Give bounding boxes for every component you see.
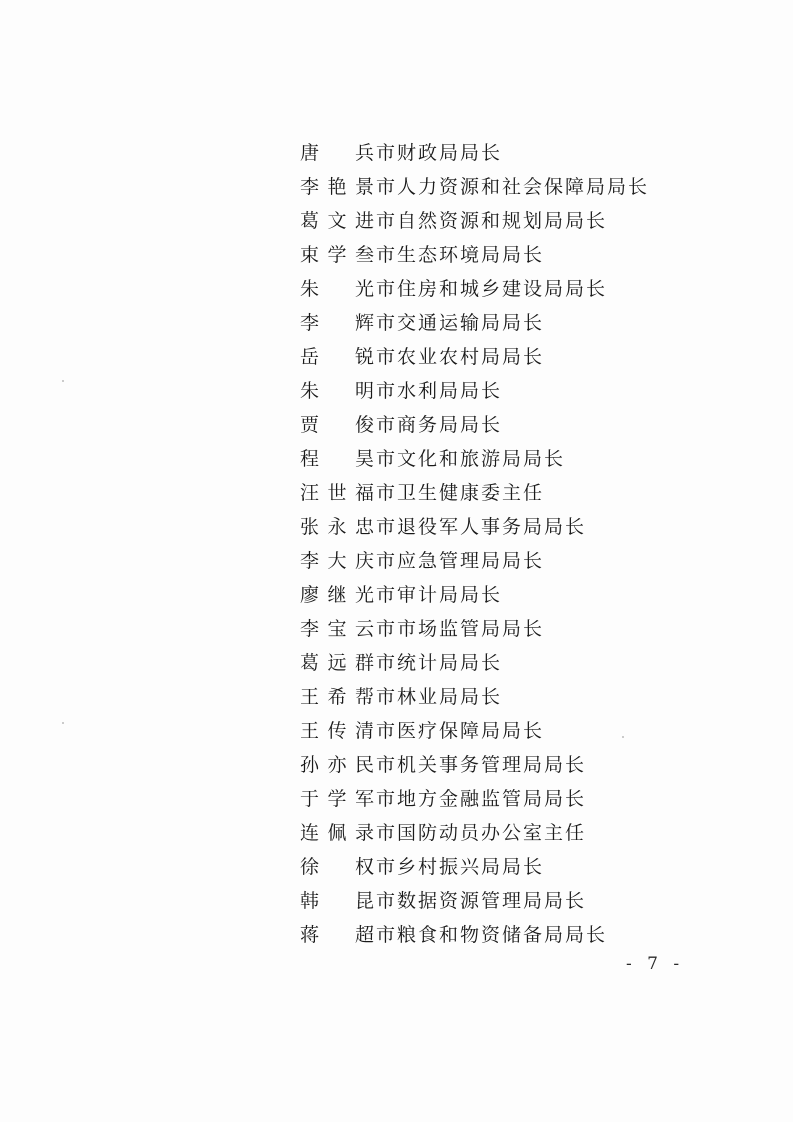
- official-title: 市国防动员办公室主任: [376, 821, 587, 844]
- official-roster: [300, 134, 660, 950]
- official-name-char: 汪: [300, 481, 320, 504]
- official-name-char: 录: [354, 821, 374, 844]
- official-name-char: 光: [354, 583, 374, 606]
- roster-row: [300, 542, 660, 576]
- official-name-char: 昆: [354, 889, 374, 912]
- roster-row: [300, 338, 660, 372]
- official-title: 市交通运输局局长: [376, 311, 545, 334]
- official-name-char: 朱: [300, 277, 320, 300]
- official-title: 市卫生健康委主任: [376, 481, 545, 504]
- official-name-char: 李: [300, 175, 320, 198]
- roster-row: [300, 644, 660, 678]
- official-name-char: 贾: [300, 413, 320, 436]
- official-name-char: 连: [300, 821, 320, 844]
- official-name-char: 光: [354, 277, 374, 300]
- official-name-char: 民: [354, 753, 374, 776]
- official-name: [300, 138, 374, 165]
- official-name-char: 徐: [300, 855, 320, 878]
- roster-row: [300, 712, 660, 746]
- official-name-char: 艳: [327, 175, 347, 198]
- roster-row: [300, 134, 660, 168]
- roster-row: [300, 372, 660, 406]
- official-title: 市机关事务管理局局长: [376, 753, 587, 776]
- official-title: 市医疗保障局局长: [376, 719, 545, 742]
- official-title: 市文化和旅游局局长: [376, 447, 566, 470]
- roster-row: [300, 780, 660, 814]
- official-title: 市数据资源管理局局长: [376, 889, 587, 912]
- official-title: 市地方金融监管局局长: [376, 787, 587, 810]
- roster-row: [300, 610, 660, 644]
- roster-row: [300, 168, 660, 202]
- official-name-char: 孙: [300, 753, 320, 776]
- official-name-char: 大: [327, 549, 347, 572]
- official-name-char: 学: [327, 243, 347, 266]
- official-title: 市退役军人事务局局长: [376, 515, 587, 538]
- official-title: 市商务局局长: [376, 413, 503, 436]
- official-name-char: 廖: [300, 583, 320, 606]
- official-name-char: 文: [327, 209, 347, 232]
- official-name-char: 俊: [354, 413, 374, 436]
- official-name-char: 福: [354, 481, 374, 504]
- roster-row: [300, 848, 660, 882]
- roster-row: [300, 236, 660, 270]
- official-name: [300, 614, 374, 641]
- official-name-char: 帮: [354, 685, 374, 708]
- official-name-char: 昊: [354, 447, 374, 470]
- official-title: 市粮食和物资储备局局长: [376, 923, 608, 946]
- official-name: [300, 818, 374, 845]
- official-name-char: 远: [327, 651, 347, 674]
- official-name: [300, 410, 374, 437]
- official-name: [300, 648, 374, 675]
- page-number: - 7 -: [626, 954, 685, 974]
- official-name: [300, 886, 374, 913]
- official-name-char: 李: [300, 617, 320, 640]
- official-name-char: 明: [354, 379, 374, 402]
- official-name-char: 希: [327, 685, 347, 708]
- roster-row: [300, 576, 660, 610]
- official-name-char: 进: [354, 209, 374, 232]
- official-name-char: 永: [327, 515, 347, 538]
- official-name: [300, 682, 374, 709]
- official-name-char: 锐: [354, 345, 374, 368]
- roster-row: [300, 678, 660, 712]
- official-title: 市农业农村局局长: [376, 345, 545, 368]
- roster-row: [300, 474, 660, 508]
- official-name-char: 王: [300, 685, 320, 708]
- official-title: 市财政局局长: [376, 141, 503, 164]
- roster-row: [300, 406, 660, 440]
- official-name-char: 葛: [300, 209, 320, 232]
- official-name: [300, 580, 374, 607]
- scan-speck: [62, 380, 64, 382]
- official-name-char: 岳: [300, 345, 320, 368]
- official-name: [300, 716, 374, 743]
- official-name-char: 李: [300, 549, 320, 572]
- official-name-char: 兵: [354, 141, 374, 164]
- official-title: 市市场监管局局长: [376, 617, 545, 640]
- official-title: 市生态环境局局长: [376, 243, 545, 266]
- official-name-char: 景: [354, 175, 374, 198]
- official-name-char: 军: [354, 787, 374, 810]
- official-title: 市自然资源和规划局局长: [376, 209, 608, 232]
- official-title: 市审计局局长: [376, 583, 503, 606]
- official-name-char: 云: [354, 617, 374, 640]
- official-name: [300, 512, 374, 539]
- official-name-char: 继: [327, 583, 347, 606]
- official-name-char: 唐: [300, 141, 320, 164]
- official-name: [300, 240, 374, 267]
- official-title: 市统计局局长: [376, 651, 503, 674]
- official-name-char: 葛: [300, 651, 320, 674]
- official-name: [300, 206, 374, 233]
- official-name: [300, 750, 374, 777]
- official-name: [300, 274, 374, 301]
- official-name: [300, 172, 374, 199]
- official-title: 市林业局局长: [376, 685, 503, 708]
- official-name-char: 亦: [327, 753, 347, 776]
- official-name: [300, 342, 374, 369]
- official-name-char: 传: [327, 719, 347, 742]
- official-name-char: 蒋: [300, 923, 320, 946]
- official-title: 市人力资源和社会保障局局长: [376, 175, 650, 198]
- roster-row: [300, 916, 660, 950]
- official-name-char: 李: [300, 311, 320, 334]
- official-name-char: 权: [354, 855, 374, 878]
- official-name-char: 辉: [354, 311, 374, 334]
- scan-speck: [62, 722, 64, 724]
- roster-row: [300, 746, 660, 780]
- official-name-char: 佩: [327, 821, 347, 844]
- roster-row: [300, 440, 660, 474]
- roster-row: [300, 304, 660, 338]
- roster-row: [300, 270, 660, 304]
- roster-row: [300, 202, 660, 236]
- official-name-char: 于: [300, 787, 320, 810]
- official-name-char: 忠: [354, 515, 374, 538]
- official-title: 市应急管理局局长: [376, 549, 545, 572]
- official-name-char: 程: [300, 447, 320, 470]
- official-name-char: 叁: [354, 243, 374, 266]
- official-name-char: 超: [354, 923, 374, 946]
- official-name-char: 束: [300, 243, 320, 266]
- official-name: [300, 852, 374, 879]
- official-name: [300, 920, 374, 947]
- official-name-char: 世: [327, 481, 347, 504]
- official-name-char: 庆: [354, 549, 374, 572]
- official-name: [300, 308, 374, 335]
- official-name-char: 清: [354, 719, 374, 742]
- official-name: [300, 376, 374, 403]
- official-name-char: 韩: [300, 889, 320, 912]
- official-title: 市乡村振兴局局长: [376, 855, 545, 878]
- official-name: [300, 478, 374, 505]
- official-name-char: 张: [300, 515, 320, 538]
- official-title: 市住房和城乡建设局局长: [376, 277, 608, 300]
- official-title: 市水利局局长: [376, 379, 503, 402]
- roster-row: [300, 508, 660, 542]
- scan-speck: [622, 736, 624, 738]
- official-name-char: 王: [300, 719, 320, 742]
- official-name: [300, 784, 374, 811]
- roster-row: [300, 882, 660, 916]
- official-name: [300, 546, 374, 573]
- roster-row: [300, 814, 660, 848]
- official-name-char: 学: [327, 787, 347, 810]
- official-name-char: 群: [354, 651, 374, 674]
- official-name-char: 朱: [300, 379, 320, 402]
- official-name: [300, 444, 374, 471]
- official-name-char: 宝: [327, 617, 347, 640]
